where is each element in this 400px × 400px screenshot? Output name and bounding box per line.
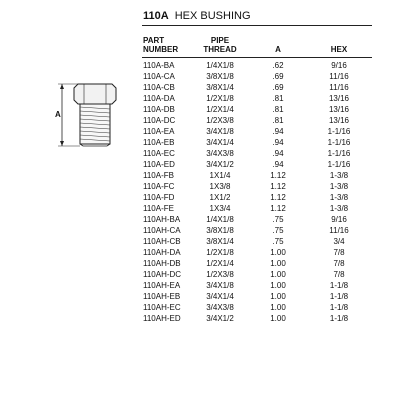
pipe-thread-cell: 3/4X1/8 (206, 127, 234, 136)
part-number-cell: 110A-ED (143, 160, 175, 169)
pipe-thread-cell: 1/2X1/4 (206, 105, 234, 114)
table-row (0, 214, 400, 225)
dimension-a-cell: .81 (272, 94, 284, 103)
table-row (0, 137, 400, 148)
part-number-cell: 110AH-CB (143, 237, 181, 246)
part-number-cell: 110A-EC (143, 149, 175, 158)
pipe-thread-cell: 3/8X1/8 (206, 226, 234, 235)
dimension-a-cell: .69 (272, 83, 284, 92)
table-row (0, 203, 400, 214)
hex-size-cell: 1-1/8 (329, 303, 349, 312)
pipe-thread-cell: 1X1/2 (209, 193, 231, 202)
part-number-cell: 110A-CB (143, 83, 175, 92)
table-row (0, 71, 400, 82)
table-row (0, 302, 400, 313)
hex-size-cell: 9/16 (331, 215, 347, 224)
pipe-thread-cell: 1/2X1/4 (206, 259, 234, 268)
pipe-thread-cell: 3/8X1/8 (206, 72, 234, 81)
table-row (0, 148, 400, 159)
dimension-a-cell: 1.00 (270, 248, 286, 257)
table-row (0, 280, 400, 291)
table-row (0, 82, 400, 93)
part-number-cell: 110AH-EB (143, 292, 181, 301)
dimension-a-cell: 1.00 (270, 270, 286, 279)
part-number-cell: 110A-FD (143, 193, 175, 202)
dimension-a-cell: .69 (272, 72, 284, 81)
pipe-thread-cell: 3/8X1/4 (206, 237, 234, 246)
hex-size-cell: 9/16 (331, 61, 347, 70)
hex-size-cell: 13/16 (328, 94, 350, 103)
hex-size-cell: 1-1/8 (329, 292, 349, 301)
part-number-cell: 110AH-CA (143, 226, 181, 235)
table-row (0, 104, 400, 115)
title-name: HEX BUSHING (174, 10, 251, 22)
pipe-thread-cell: 1/2X1/8 (206, 248, 234, 257)
pipe-thread-cell: 3/4X1/4 (206, 292, 234, 301)
hex-size-cell: 11/16 (329, 72, 349, 81)
pipe-thread-cell: 1/2X3/8 (206, 116, 234, 125)
pipe-thread-cell: 3/4X1/4 (206, 138, 234, 147)
dimension-a-cell: 1.00 (270, 303, 286, 312)
dimension-a-cell: .75 (272, 226, 284, 235)
dimension-a-cell: .81 (272, 105, 284, 114)
part-number-cell: 110A-DB (143, 105, 175, 114)
table-row (0, 269, 400, 280)
hex-size-cell: 1-1/8 (329, 314, 349, 323)
dimension-a-cell: 1.00 (270, 292, 286, 301)
hex-size-cell: 1-1/16 (327, 127, 351, 136)
table-row (0, 236, 400, 247)
dimension-a-label: A (55, 110, 61, 119)
dimension-a-cell: .81 (272, 116, 284, 125)
table-row (0, 93, 400, 104)
part-number-cell: 110AH-DA (143, 248, 181, 257)
table-row (0, 60, 400, 71)
pipe-thread-cell: 3/4X1/8 (206, 281, 234, 290)
table-row (0, 126, 400, 137)
dimension-a-cell: .94 (272, 127, 284, 136)
table-row (0, 291, 400, 302)
hex-size-cell: 7/8 (333, 248, 345, 257)
header-divider (142, 57, 372, 58)
hex-size-cell: 1-3/8 (329, 193, 349, 202)
pipe-thread-cell: 3/8X1/4 (206, 83, 234, 92)
hex-size-cell: 1-1/16 (327, 160, 351, 169)
pipe-thread-cell: 1X1/4 (209, 171, 231, 180)
hex-size-cell: 1-3/8 (329, 171, 349, 180)
hex-size-cell: 1-3/8 (329, 204, 349, 213)
hex-size-cell: 1-3/8 (329, 182, 349, 191)
part-number-cell: 110A-EB (143, 138, 175, 147)
title-code: 110A (143, 10, 169, 22)
part-number-cell: 110A-DA (143, 94, 175, 103)
dimension-a-cell: .75 (272, 215, 284, 224)
header-a: A (275, 45, 281, 54)
hex-size-cell: 11/16 (329, 83, 349, 92)
dimension-a-cell: .94 (272, 149, 284, 158)
hex-size-cell: 13/16 (328, 116, 350, 125)
title-divider (142, 25, 372, 26)
hex-size-cell: 7/8 (333, 270, 345, 279)
dimension-a-cell: .94 (272, 138, 284, 147)
pipe-thread-cell: 1/2X1/8 (206, 94, 234, 103)
pipe-thread-cell: 1/2X3/8 (206, 270, 234, 279)
hex-size-cell: 1-1/8 (329, 281, 349, 290)
part-number-cell: 110A-FE (143, 204, 174, 213)
header-hex: HEX (330, 45, 348, 54)
table-row (0, 192, 400, 203)
part-number-cell: 110AH-DC (143, 270, 182, 279)
page-title (143, 10, 251, 22)
part-number-cell: 110AH-EC (143, 303, 181, 312)
dimension-a-cell: 1.12 (270, 171, 286, 180)
dimension-a-cell: .75 (272, 237, 284, 246)
dimension-a-cell: .94 (272, 160, 284, 169)
table-row (0, 313, 400, 324)
header-thread-line2: THREAD (203, 45, 237, 54)
part-number-cell: 110A-EA (143, 127, 175, 136)
pipe-thread-cell: 1/4X1/8 (206, 215, 234, 224)
table-row (0, 247, 400, 258)
header-thread-line1: PIPE (210, 36, 230, 45)
dimension-a-cell: 1.12 (270, 204, 286, 213)
hex-size-cell: 3/4 (333, 237, 345, 246)
table-row (0, 115, 400, 126)
pipe-thread-cell: 3/4X1/2 (206, 314, 234, 323)
table-row (0, 159, 400, 170)
table-row (0, 181, 400, 192)
hex-size-cell: 1-1/16 (327, 149, 351, 158)
table-row (0, 258, 400, 269)
pipe-thread-cell: 1X3/4 (209, 204, 231, 213)
header-part-line2: NUMBER (143, 45, 179, 54)
part-number-cell: 110A-DC (143, 116, 176, 125)
hex-size-cell: 11/16 (329, 226, 349, 235)
dimension-a-cell: 1.00 (270, 259, 286, 268)
hex-size-cell: 1-1/16 (327, 138, 351, 147)
header-pipe-thread (195, 36, 245, 54)
part-number-cell: 110A-FC (143, 182, 175, 191)
hex-size-cell: 13/16 (328, 105, 350, 114)
part-number-cell: 110A-FB (143, 171, 174, 180)
dimension-a-cell: 1.00 (270, 281, 286, 290)
part-number-cell: 110AH-DB (143, 259, 181, 268)
part-number-cell: 110AH-ED (143, 314, 181, 323)
dimension-a-cell: 1.00 (270, 314, 286, 323)
pipe-thread-cell: 3/4X3/8 (206, 303, 234, 312)
header-part-number (143, 36, 178, 54)
pipe-thread-cell: 1X3/8 (209, 182, 231, 191)
pipe-thread-cell: 3/4X3/8 (206, 149, 234, 158)
table-row (0, 225, 400, 236)
dimension-a-cell: .62 (272, 61, 284, 70)
part-number-cell: 110AH-EA (143, 281, 181, 290)
dimension-a-cell: 1.12 (270, 182, 286, 191)
hex-size-cell: 7/8 (333, 259, 345, 268)
pipe-thread-cell: 3/4X1/2 (206, 160, 234, 169)
table-row (0, 170, 400, 181)
part-number-cell: 110A-BA (143, 61, 175, 70)
header-part-line1: PART (143, 36, 165, 45)
pipe-thread-cell: 1/4X1/8 (206, 61, 234, 70)
part-number-cell: 110A-CA (143, 72, 175, 81)
part-number-cell: 110AH-BA (143, 215, 181, 224)
dimension-a-cell: 1.12 (270, 193, 286, 202)
